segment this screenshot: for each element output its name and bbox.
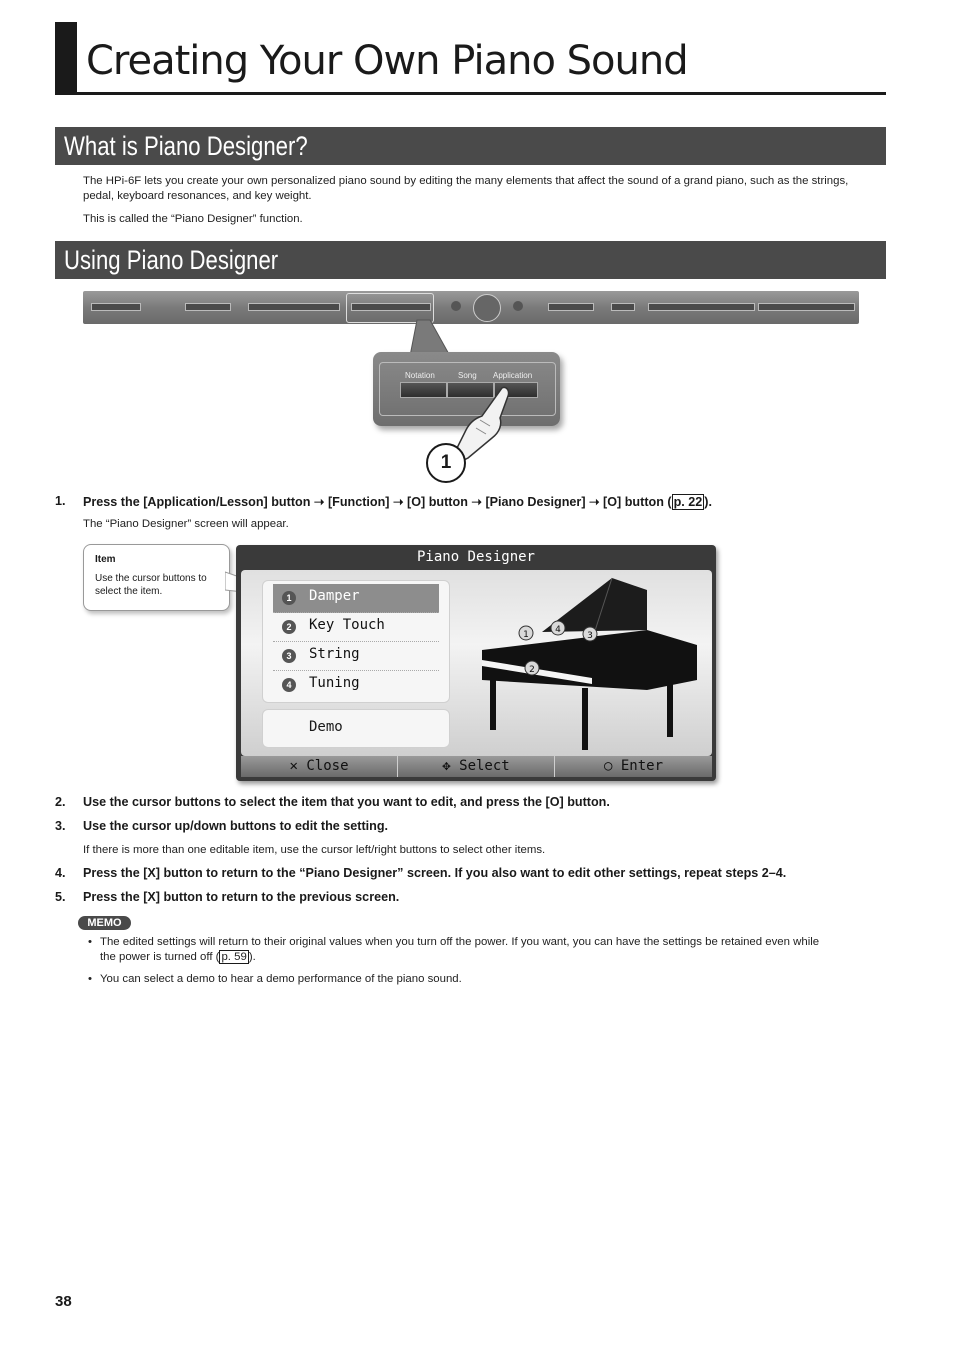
- demo-button[interactable]: [262, 709, 450, 748]
- title-rule: [55, 92, 886, 95]
- item-label: Tuning: [309, 675, 360, 691]
- menu-item-damper[interactable]: [273, 584, 439, 613]
- x-button-icon: [451, 301, 461, 311]
- page-title: Creating Your Own Piano Sound: [86, 38, 688, 84]
- step-4: [55, 866, 787, 880]
- bullet-dot: •: [88, 973, 92, 985]
- tooltip-text: Use the cursor buttons to select the item.: [95, 573, 207, 597]
- step-number: 1.: [55, 494, 66, 508]
- step-text: Use the cursor buttons to select the item that you want to edit, and press the [O] button.: [83, 795, 610, 809]
- application-label: Application: [493, 371, 533, 380]
- close-button[interactable]: [241, 756, 398, 777]
- memo-text: You can select a demo to hear a demo performance of the piano sound.: [100, 973, 462, 985]
- intro-paragraph-2: This is called the “Piano Designer” function.: [83, 213, 303, 225]
- circle-icon: ○: [603, 758, 613, 774]
- section-heading: What is Piano Designer?: [64, 131, 308, 161]
- panel-button-group: [185, 303, 231, 311]
- item-label: String: [309, 646, 360, 662]
- item-menu: [262, 580, 450, 703]
- screen-title: Piano Designer: [416, 549, 535, 565]
- o-button-icon: [513, 301, 523, 311]
- step-1-note: The “Piano Designer” screen will appear.: [83, 518, 289, 530]
- panel-button-group: [611, 303, 635, 311]
- grand-piano-image: [472, 570, 712, 756]
- item-number-badge: 1: [282, 591, 296, 605]
- tooltip-title: Item: [95, 554, 116, 565]
- menu-item-tuning[interactable]: [273, 671, 439, 699]
- memo-bullet-2: [88, 972, 462, 987]
- step-text: Press the [X] button to return to the previous screen.: [83, 890, 400, 904]
- marker-1: 1: [523, 630, 529, 640]
- step-1: [55, 494, 712, 509]
- step-text: Use the cursor up/down buttons to edit the setting.: [83, 819, 389, 833]
- marker-4: 4: [555, 625, 561, 635]
- step-number: 2.: [55, 795, 66, 809]
- song-label: Song: [458, 371, 477, 380]
- memo-bullet-1-line-2: [100, 950, 819, 965]
- volume-slider: [91, 303, 141, 311]
- intro-paragraph: [83, 174, 848, 204]
- intro-line-1: The HPi-6F lets you create your own personalized piano sound by editing the many elements that affect the sound of a grand piano, such as the strings,: [83, 175, 849, 187]
- page-link[interactable]: p. 59: [221, 951, 247, 963]
- close-label: Close: [306, 758, 349, 774]
- step-number: 3.: [55, 819, 66, 833]
- callout-step-1: 1: [426, 443, 466, 483]
- item-number-badge: 3: [282, 649, 296, 663]
- marker-3: 3: [587, 631, 593, 641]
- panel-button-group: [548, 303, 594, 311]
- memo-bullet-1-line-1: The edited settings will return to their original values when you turn off the power. If you want, you can have the settings be retained even while: [100, 936, 820, 948]
- section-header-what-is: [55, 127, 886, 165]
- item-number-badge: 2: [282, 620, 296, 634]
- step-number: 4.: [55, 866, 66, 880]
- notation-label: Notation: [405, 371, 435, 380]
- step-number: 5.: [55, 890, 66, 904]
- item-label: Key Touch: [309, 617, 385, 633]
- item-tooltip: [83, 544, 230, 611]
- menu-item-key-touch[interactable]: [273, 613, 439, 642]
- item-label: Damper: [309, 588, 360, 604]
- demo-label: Demo: [309, 719, 343, 735]
- menu-item-string[interactable]: [273, 642, 439, 671]
- section-heading: Using Piano Designer: [64, 245, 279, 275]
- close-icon: ✕: [289, 758, 298, 774]
- page-number: 38: [55, 1293, 72, 1310]
- panel-button-group: [248, 303, 340, 311]
- section-header-using: [55, 241, 886, 279]
- select-button[interactable]: [398, 756, 555, 777]
- title-accent-bar: [55, 22, 77, 93]
- memo-bullet-1: [88, 935, 820, 965]
- select-label: Select: [459, 758, 510, 774]
- memo-text-end: ).: [248, 951, 256, 963]
- step-5: [55, 890, 400, 904]
- enter-button[interactable]: [555, 756, 712, 777]
- screen-footer: [241, 756, 712, 777]
- page-link[interactable]: p. 22: [673, 495, 703, 509]
- step-text: Press the [X] button to return to the “Piano Designer” screen. If you also want to edit other settings, repeat steps 2–4.: [83, 866, 787, 880]
- enter-label: Enter: [620, 758, 664, 774]
- panel-button-group: [758, 303, 855, 311]
- step-3: [55, 819, 389, 833]
- marker-2: 2: [529, 665, 535, 675]
- piano-designer-screen: [236, 545, 716, 781]
- step-text-end: ).: [704, 495, 712, 509]
- memo-badge: MEMO: [78, 916, 131, 930]
- panel-button-group: [648, 303, 755, 311]
- step-2: [55, 795, 610, 809]
- bullet-dot: •: [88, 936, 92, 948]
- cursor-icon: ✥: [442, 758, 451, 774]
- item-number-badge: 4: [282, 678, 296, 692]
- step-text: Press the [Application/Lesson] button ➝ [Function] ➝ [O] button ➝ [Piano Designer] ➝ [O] button (: [83, 495, 672, 509]
- memo-text: the power is turned off (: [100, 951, 220, 963]
- step-3-note: If there is more than one editable item, use the cursor left/right buttons to select other items.: [83, 844, 546, 856]
- intro-line-2: pedal, keyboard resonances, and key weight.: [83, 190, 312, 202]
